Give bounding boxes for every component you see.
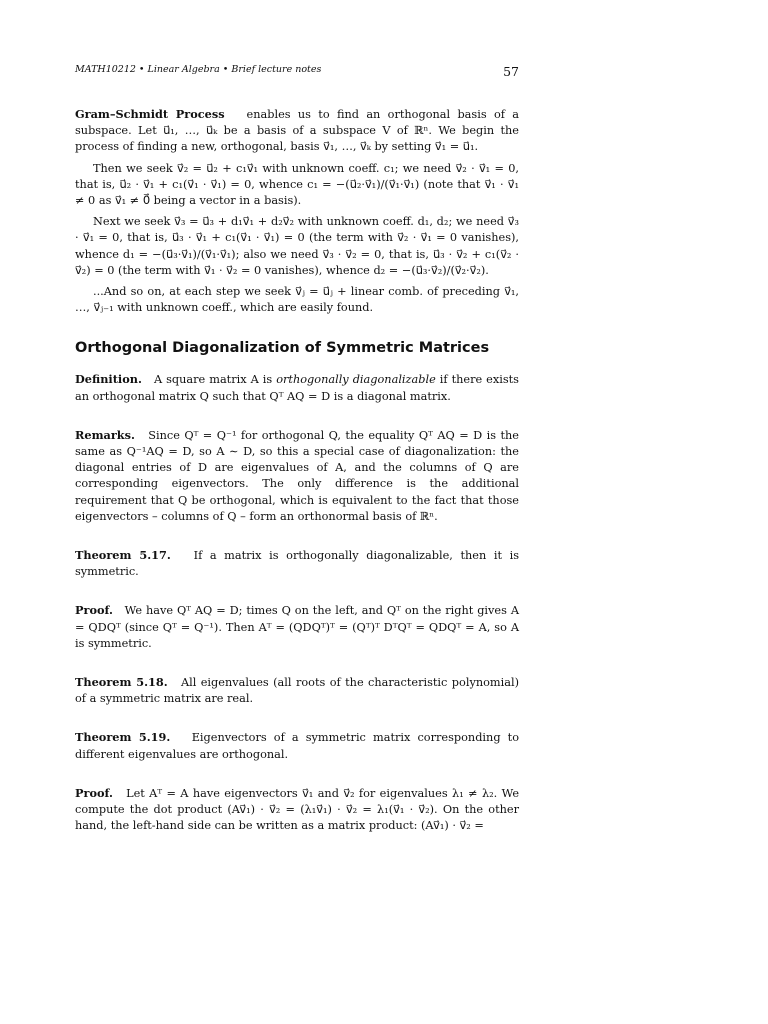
proof-1-label: Proof. xyxy=(75,603,113,618)
theorem-5-19 xyxy=(75,729,519,762)
definition-paragraph xyxy=(75,371,519,404)
proof-1-text: We have Qᵀ AQ = D; times Q on the left, and Qᵀ on the right gives A = QDQᵀ (since Qᵀ = Q⁻¹). Then Aᵀ = (QDQᵀ)ᵀ = (Qᵀ)ᵀ DᵀQᵀ = QDQᵀ = A, so A is symmetric. xyxy=(75,604,519,650)
definition-text-before: A square matrix A is xyxy=(153,373,277,387)
remarks-label: Remarks. xyxy=(75,427,135,442)
theorem-5-18 xyxy=(75,674,519,707)
main-column xyxy=(75,106,519,835)
proof-2-label: Proof. xyxy=(75,785,113,800)
remarks-paragraph xyxy=(75,427,519,525)
definition-text-after: if there exists an orthogonal matrix Q such that Qᵀ AQ = D is a diagonal matrix. xyxy=(75,373,519,403)
gram-schmidt-step-2: Then we seek v⃗₂ = u⃗₂ + c₁v⃗₁ with unknown coeff. c₁; we need v⃗₂ · v⃗₁ = 0, that is, u⃗₂ · v⃗₁ + c₁(v⃗₁ · v⃗₁) = 0, whence c₁ = −(u⃗₂·v⃗₁)/(v⃗₁·v⃗₁) (note that v⃗₁ · v⃗₁ ≠ 0 as v⃗₁ ≠ 0⃗ being a vector in a basis). xyxy=(75,161,519,208)
definition-label: Definition. xyxy=(75,372,142,387)
proof-1 xyxy=(75,602,519,652)
gram-schmidt-title: Gram–Schmidt Process xyxy=(75,107,225,121)
page-number: 57 xyxy=(503,64,519,79)
theorem-5-19-label: Theorem 5.19. xyxy=(75,730,171,745)
remarks-text: Since Qᵀ = Q⁻¹ for orthogonal Q, the equality Qᵀ AQ = D is the same as Q⁻¹AQ = D, so A ∼ D, so this a special case of diagonalization: the diagonal entries of D are eigenvalues of A, and the columns of Q are corresponding eigenvectors. The only difference is the additional requirement that Q be orthogonal, which is equivalent to the fact that those eigenvectors – columns of Q – form an orthonormal basis of ℝⁿ. xyxy=(75,428,519,523)
theorem-5-19-text: Eigenvectors of a symmetric matrix corresponding to different eigenvalues are orthogonal. xyxy=(75,731,520,761)
course-title: MATH10212 • Linear Algebra • Brief lecture notes xyxy=(75,64,322,75)
gram-schmidt-intro: enables us to find an orthogonal basis of a subspace. Let u⃗₁, …, u⃗ₖ be a basis of a subspace V of ℝⁿ. We begin the process of finding a new, orthogonal, basis v⃗₁, …, v⃗ₖ by setting v⃗₁ = u⃗₁. xyxy=(75,108,519,154)
running-header xyxy=(75,64,519,75)
theorem-5-18-label: Theorem 5.18. xyxy=(75,675,168,690)
section-title: Orthogonal Diagonalization of Symmetric Matrices xyxy=(75,340,490,357)
gram-schmidt-step-3: Next we seek v⃗₃ = u⃗₃ + d₁v⃗₁ + d₂v⃗₂ with unknown coeff. d₁, d₂; we need v⃗₃ · v⃗₁ = 0, that is, u⃗₃ · v⃗₁ + c₁(v⃗₁ · v⃗₁) = 0 (the term with v⃗₂ · v⃗₁ = 0 vanishes), whence d₁ = −(u⃗₃·v⃗₁)/(v⃗₁·v⃗₁); also we need v⃗₃ · v⃗₂ = 0, that is, u⃗₃ · v⃗₂ + c₁(v⃗₂ · v⃗₂) = 0 (the term with v⃗₁ · v⃗₂ = 0 vanishes), whence d₂ = −(u⃗₃·v⃗₂)/(v⃗₂·v⃗₂). xyxy=(75,215,519,277)
theorem-5-18-text: All eigenvalues (all roots of the characteristic polynomial) of a symmetric matrix are real. xyxy=(75,676,519,706)
theorem-5-17 xyxy=(75,547,519,580)
gram-schmidt-paragraph xyxy=(75,106,519,156)
theorem-5-17-label: Theorem 5.17. xyxy=(75,548,171,563)
definition-term: orthogonally diagonalizable xyxy=(276,373,436,387)
proof-2-text: Let Aᵀ = A have eigenvectors v⃗₁ and v⃗₂ for eigenvalues λ₁ ≠ λ₂. We compute the dot product (Av⃗₁) · v⃗₂ = (λ₁v⃗₁) · v⃗₂ = λ₁(v⃗₁ · v⃗₂). On the other hand, the left-hand side can be written as a matrix product: (Av⃗₁) · v⃗₂ = xyxy=(75,786,519,833)
theorem-5-17-text: If a matrix is orthogonally diagonalizable, then it is symmetric. xyxy=(75,549,519,579)
proof-2 xyxy=(75,785,519,835)
gram-schmidt-step-more: ...And so on, at each step we seek v⃗ⱼ = u⃗ⱼ + linear comb. of preceding v⃗₁, …, v⃗ⱼ₋₁ with unknown coeff., which are easily found. xyxy=(75,285,519,315)
